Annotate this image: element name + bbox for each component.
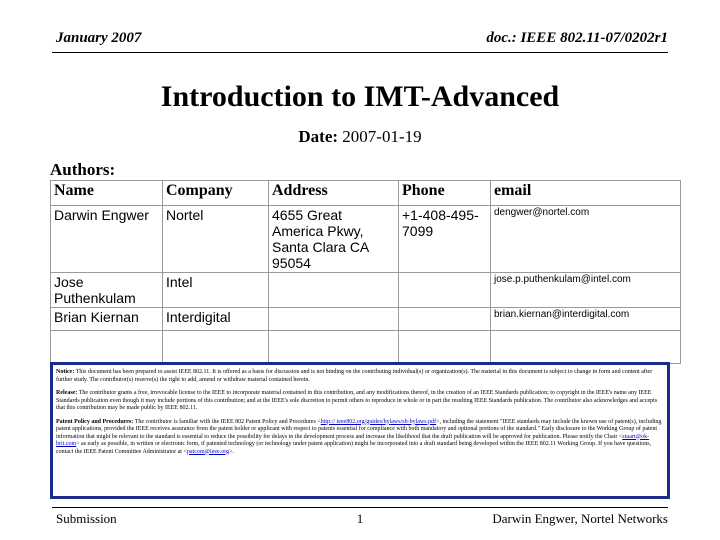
- patent-text: The contributor is familiar with the IEEE 802 Patent Policy and Procedures <: [134, 418, 321, 425]
- author-address: [269, 308, 399, 331]
- author-phone: [399, 331, 491, 364]
- slide-title: Introduction to IMT-Advanced: [160, 80, 560, 113]
- header-rule: [52, 52, 668, 53]
- author-company: [163, 331, 269, 364]
- patent-paragraph: [56, 419, 664, 457]
- notice-label: Notice:: [56, 369, 75, 375]
- author-company: Intel: [163, 273, 269, 308]
- author-email: brian.kiernan@interdigital.com: [491, 308, 681, 331]
- notice-text: This document has been prepared to assist IEEE 802.11. It is offered as a basis for discussion and is not binding on the contributing individual(s) or organization(s). The material in this document is subject to change in form and content after further study. The contributor(s) reserve(s) the right to add, amend or withdraw material contained herein.: [56, 369, 653, 383]
- chair-email-link[interactable]: stuart@ok-brit.com: [56, 433, 650, 447]
- author-email: dengwer@nortel.com: [491, 206, 681, 273]
- author-address: [269, 273, 399, 308]
- release-paragraph: [56, 390, 664, 413]
- table-row: [51, 206, 681, 273]
- date-value: 2007-01-19: [342, 127, 422, 146]
- header-date: January 2007: [56, 30, 142, 46]
- admin-email-link[interactable]: patcom@ieee.org: [186, 448, 230, 455]
- table-row: [51, 273, 681, 308]
- date-line: [0, 127, 720, 147]
- table-row: [51, 308, 681, 331]
- author-name: Darwin Engwer: [51, 206, 163, 273]
- author-company: Interdigital: [163, 308, 269, 331]
- column-header: Address: [269, 181, 399, 206]
- header-doc-id: doc.: IEEE 802.11-07/0202r1: [486, 30, 668, 46]
- release-label: Release:: [56, 390, 78, 396]
- author-email: [491, 331, 681, 364]
- notice-box: [50, 362, 670, 499]
- notice-paragraph: [56, 369, 664, 384]
- date-label: Date:: [298, 127, 339, 146]
- authors-label: Authors:: [50, 160, 116, 179]
- author-name: [51, 331, 163, 364]
- footer-rule: [52, 507, 668, 508]
- author-address: 4655 Great America Pkwy, Santa Clara CA 95054: [269, 206, 399, 273]
- table-header-row: [51, 181, 681, 206]
- column-header: Company: [163, 181, 269, 206]
- patent-text: >.: [229, 448, 234, 455]
- author-name: Jose Puthenkulam: [51, 273, 163, 308]
- author-name: Brian Kiernan: [51, 308, 163, 331]
- authors-table: [50, 180, 681, 364]
- patent-text: > as early as possible, in written or electronic form, if patented technology (or technology under patent application) might be incorporated into a draft standard being developed within the IEEE 802.11 Working Group. If you have questions, contact the IEEE Patent Committee Administrator at <: [56, 441, 652, 455]
- author-company: Nortel: [163, 206, 269, 273]
- footer-author: Darwin Engwer, Nortel Networks: [492, 511, 668, 526]
- patent-policy-link[interactable]: http:// ieee802.org/guides/bylaws/sb-bylaws.pdf: [320, 418, 437, 425]
- page-number: 1: [356, 511, 364, 526]
- footer-submission: Submission: [56, 511, 117, 526]
- author-phone: [399, 308, 491, 331]
- patent-text: >, including the statement "IEEE standards may include the known use of patent(s), including patent applications, provided the IEEE receives assurance from the patent holder or applicant with respect to patents essential for compliance with both mandatory and optional portions of the standard." Early disclosure to the Working Group of patent information that might be relevant to the standard is essential to reduce the possibility for delays in the development process and increase the likelihood that the draft publication will be approved for publication. Please notify the Chair <: [56, 418, 662, 440]
- column-header: email: [491, 181, 681, 206]
- author-address: [269, 331, 399, 364]
- release-text: The contributor grants a free, irrevocable license to the IEEE to incorporate material contained in this contribution, and any modifications thereof, in the creation of an IEEE Standards publication; to copyright in the IEEE's name any IEEE Standards publication even though it may include portions of this contribution; and at the IEEE's sole discretion to permit others to reproduce in whole or in part the resulting IEEE Standards publication. The contributor also acknowledges and accepts that this contribution may be made public by IEEE 802.11.: [56, 390, 658, 411]
- table-row: [51, 331, 681, 364]
- author-email: jose.p.puthenkulam@intel.com: [491, 273, 681, 308]
- author-phone: +1-408-495-7099: [399, 206, 491, 273]
- author-phone: [399, 273, 491, 308]
- column-header: Phone: [399, 181, 491, 206]
- column-header: Name: [51, 181, 163, 206]
- patent-label: Patent Policy and Procedures:: [56, 418, 134, 425]
